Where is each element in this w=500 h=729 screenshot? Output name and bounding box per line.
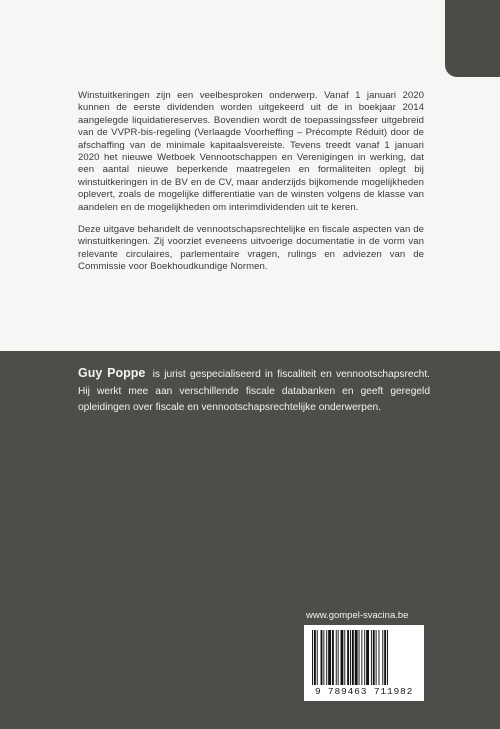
barcode-bar xyxy=(379,630,380,685)
barcode-bar xyxy=(338,630,339,685)
barcode-bar xyxy=(328,630,331,685)
barcode-bar xyxy=(355,630,358,685)
barcode-bar xyxy=(323,630,324,685)
author-bio xyxy=(78,365,430,417)
barcode-bar xyxy=(352,630,354,685)
blurb-paragraph-1: Winstuitkeringen zijn een veelbesproken onderwerp. Vanaf 1 januari 2020 kunnen de eerste dividenden worden uitgekeerd uit de in boekjaar 2014 aangelegde liquidatiereserves. Bovendien wordt de toepassingssfeer uitgebreid van de VVPR-bis-regeling (Verlaagde Voorheffing – Précompte Réduit) door de afschaffing van de minimale kapitaalsvereiste. Tevens treedt vanaf 1 januari 2020 het nieuwe Wetboek Vennootschappen en Verenigingen in werking, dat een aantal nieuwe beperkende maatregelen en formaliteiten oplegt bij winstuitkeringen in de BV en de CV, maar anderzijds bijkomende mogelijkheden oplevert, zoals de mogelijke differentiatie van de winsten volgens de klasse van aandelen en de mogelijkheden om interimdividenden uit te keren. xyxy=(78,90,424,213)
barcode-bars xyxy=(310,630,418,685)
barcode-bar xyxy=(321,630,323,685)
top-corner-tab xyxy=(445,0,500,77)
barcode-bar xyxy=(382,630,383,685)
barcode-bar xyxy=(366,630,369,685)
barcode-number: 9 789463 711982 xyxy=(314,686,414,697)
publisher-website: www.gompel-svacina.be xyxy=(306,610,409,621)
barcode-bar xyxy=(376,630,377,685)
barcode-bar xyxy=(336,630,337,685)
barcode-bar xyxy=(347,630,349,685)
author-name: Guy Poppe xyxy=(78,366,146,380)
barcode-bar xyxy=(371,630,372,685)
barcode-bar xyxy=(326,630,327,685)
barcode-bar xyxy=(373,630,375,685)
barcode-bar xyxy=(361,630,362,685)
barcode-bar xyxy=(317,630,318,685)
barcode-bar xyxy=(364,630,365,685)
barcode xyxy=(304,625,424,701)
back-cover-blurb xyxy=(78,90,424,284)
barcode-bar xyxy=(341,630,344,685)
barcode-bar xyxy=(387,630,388,685)
barcode-bar xyxy=(344,630,345,685)
author-bio-text: is jurist gespecialiseerd in fiscaliteit en vennootschapsrecht. Hij werkt mee aan verschillende fiscale databanken en geeft geregeld opleidingen over fiscale en vennootschapsrechtelijke onderwerpen. xyxy=(78,369,430,413)
barcode-bar xyxy=(350,630,351,685)
blurb-paragraph-2: Deze uitgave behandelt de vennootschapsrechtelijke en fiscale aspecten van de winstuitkeringen. Zij voorziet eveneens uitvoerige documentatie in de vorm van relevante circulaires, parlementaire vragen, rulings en adviezen van de Commissie voor Boekhoudkundige Normen. xyxy=(78,224,424,273)
barcode-bar xyxy=(312,630,313,685)
barcode-bar xyxy=(332,630,334,685)
barcode-bar xyxy=(384,630,386,685)
barcode-bar xyxy=(314,630,316,685)
barcode-bar xyxy=(359,630,360,685)
